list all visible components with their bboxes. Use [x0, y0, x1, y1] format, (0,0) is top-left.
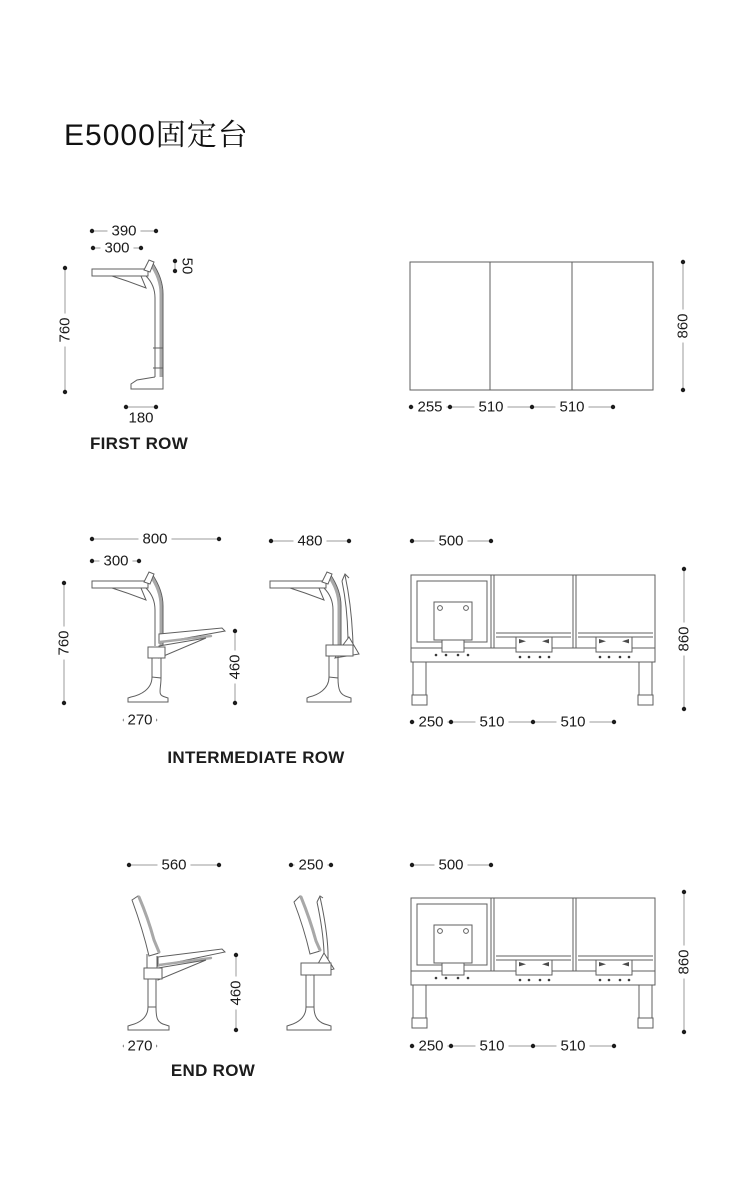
base-foot [307, 677, 351, 702]
dim-mid-front-height: 860 [676, 622, 693, 655]
pivot-joint [301, 963, 331, 975]
dim-end-folded-depth: 250 [294, 857, 327, 874]
desk-tip [322, 572, 332, 584]
dim-first-side-height: 760 [57, 313, 74, 346]
leg-foot-cap [412, 695, 427, 705]
desk-support [112, 276, 146, 288]
dim-end-side-total-depth: 560 [157, 857, 190, 874]
dim-mid-side-foot-depth: 270 [123, 712, 156, 729]
intermediate-row-side-view-folded [270, 572, 359, 702]
pivot-joint [326, 645, 353, 656]
seat-bracket [516, 637, 552, 652]
dim-first-front-height: 860 [675, 309, 692, 342]
dim-end-front-seg-middle: 510 [475, 1038, 508, 1055]
dim-first-side-foot-depth: 180 [124, 410, 157, 427]
base-foot [128, 677, 168, 702]
dim-mid-front-unit-width: 500 [434, 533, 467, 550]
screw-icon [464, 606, 469, 611]
dim-first-front-seg-left: 255 [413, 399, 446, 416]
leg [639, 662, 652, 695]
pivot-joint [144, 968, 162, 979]
intermediate-row-label: INTERMEDIATE ROW [167, 748, 345, 767]
end-row-side-view-open [128, 896, 225, 1030]
desk-support [112, 588, 146, 600]
dim-mid-front-seg-left: 250 [414, 714, 447, 731]
desk-tip [144, 572, 154, 584]
dim-end-front-unit-width: 500 [434, 857, 467, 874]
page-title: E5000固定台 [64, 119, 249, 152]
base-foot [131, 377, 163, 389]
leg [413, 662, 426, 695]
end-row-label: END ROW [170, 1061, 256, 1080]
dim-end-front-seg-left: 250 [414, 1038, 447, 1055]
dim-first-front-seg-middle: 510 [474, 399, 507, 416]
mounting-tab [442, 640, 464, 652]
end-row-front-view [411, 898, 655, 1028]
backrest [132, 896, 159, 956]
screw-icon [438, 606, 443, 611]
base-foot [128, 1007, 169, 1030]
first-row-label: FIRST ROW [89, 434, 189, 453]
dim-end-side-seat-height: 460 [228, 976, 245, 1009]
dim-mid-front-seg-right: 510 [556, 714, 589, 731]
dim-mid-front-seg-middle: 510 [475, 714, 508, 731]
dim-mid-side-total-depth: 800 [138, 531, 171, 548]
dim-first-front-seg-right: 510 [555, 399, 588, 416]
pivot-joint [148, 647, 165, 658]
seat-folded [342, 581, 348, 645]
dim-mid-side-height: 760 [56, 626, 73, 659]
dim-mid-folded-depth: 480 [293, 533, 326, 550]
dim-mid-side-desk-depth: 300 [99, 553, 132, 570]
dim-end-side-foot-depth: 270 [123, 1038, 156, 1055]
leg-foot-cap [638, 695, 653, 705]
backrest [294, 896, 320, 954]
first-row-side-view [92, 260, 163, 389]
base-foot [287, 1007, 331, 1030]
desk-top [92, 269, 148, 276]
desk-panel-outline [410, 262, 653, 390]
desk-top [92, 581, 148, 588]
dim-first-side-top-width: 390 [107, 223, 140, 240]
desk-top [270, 581, 326, 588]
first-row-front-view [410, 262, 653, 390]
dim-first-side-desk-thickness: 50 [179, 254, 196, 279]
seat-bracket [596, 637, 632, 652]
dim-end-front-height: 860 [676, 945, 693, 978]
desk-support [290, 588, 324, 600]
intermediate-row-front-view [411, 575, 655, 705]
end-row-side-view-folded [287, 896, 334, 1030]
dim-end-front-seg-right: 510 [556, 1038, 589, 1055]
dim-first-side-desk-depth: 300 [100, 240, 133, 257]
intermediate-row-side-view-open [92, 572, 225, 702]
desk-tip [144, 260, 154, 272]
dim-mid-side-seat-height: 460 [227, 650, 244, 683]
